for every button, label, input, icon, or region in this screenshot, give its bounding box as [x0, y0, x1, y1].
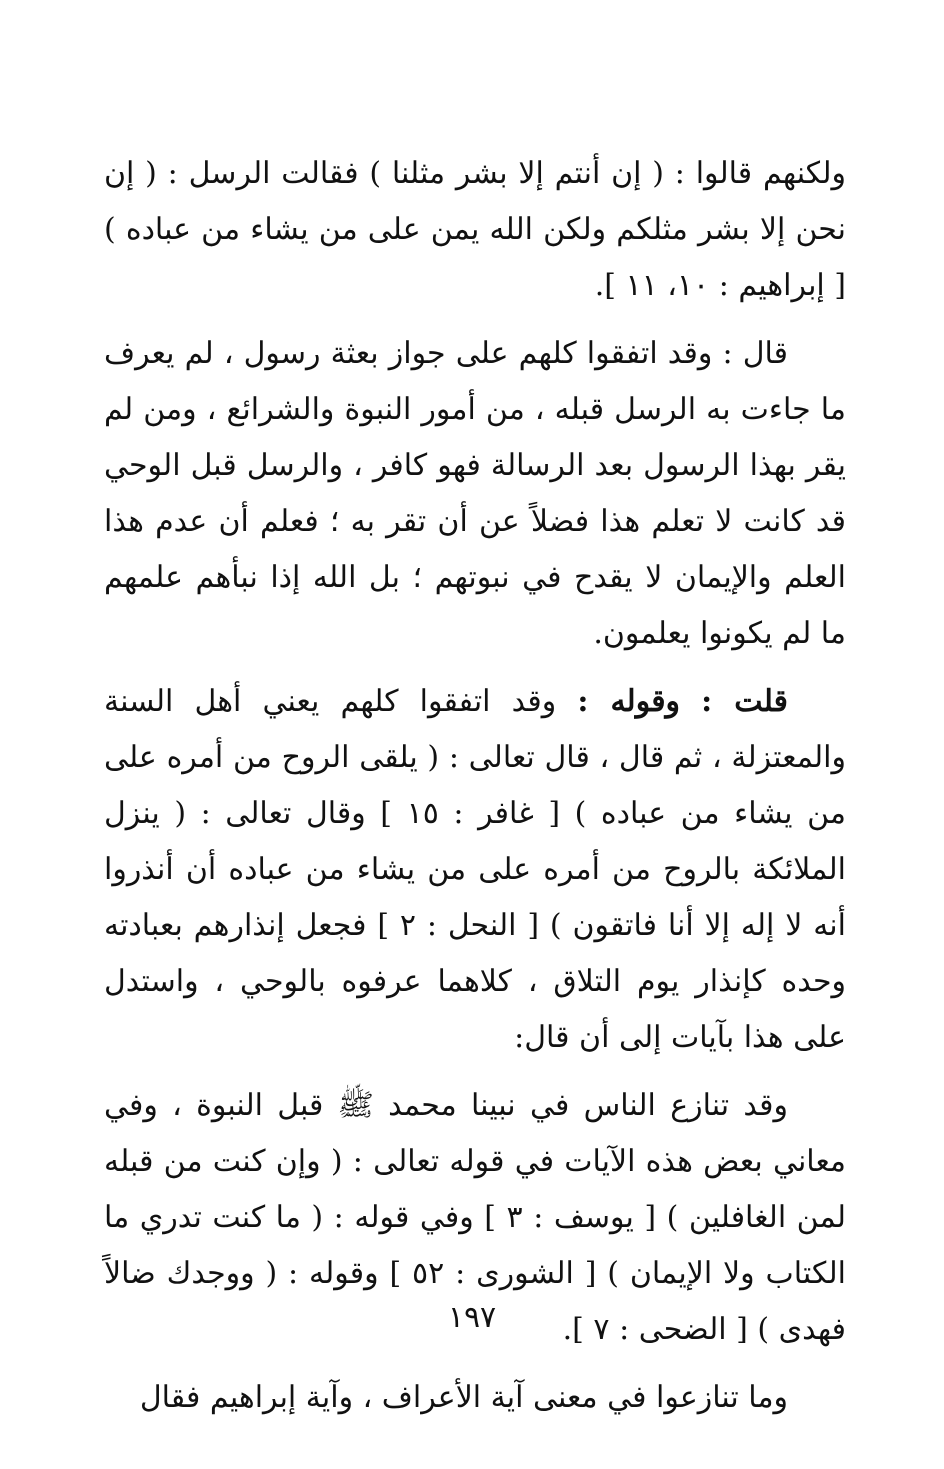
paragraph-5 — [104, 1370, 846, 1426]
paragraph-3-label-qawluhu: وقوله : — [577, 684, 681, 719]
paragraph-3 — [104, 674, 846, 1066]
paragraph-3-text: وقد اتفقوا كلهم يعني أهل السنة والمعتزلة ، ثم قال ، قال تعالى : ( يلقى الروح من أمره على من يشاء من عباده ) [ غافر : ١٥ ] وقال تعالى : ( ينزل الملائكة بالروح من أمره على من يشاء من عباده أن أنذروا أنه لا إله إلا أنا فاتقون ) [ النحل : ٢ ] فجعل إنذارهم بعبادته وحده كإنذار يوم التلاق ، كلاهما عرفوه بالوحي ، واستدل على هذا بآيات إلى أن قال: — [104, 684, 847, 1055]
paragraph-4-text: وقد تنازع الناس في نبينا محمد ﷺ قبل النبوة ، وفي معاني بعض هذه الآيات في قوله تعالى : ( وإن كنت من قبله لمن الغافلين ) [ يوسف : ٣ ] وفي قوله : ( ما كنت تدري ما الكتاب ولا الإيمان ) [ الشورى : ٥٢ ] وقوله : ( ووجدك ضالاً فهدى ) [ الضحى : ٧ ]. — [104, 1088, 847, 1347]
page-body — [104, 146, 846, 1438]
paragraph-5-text: وما تنازعوا في معنى آية الأعراف ، وآية إبراهيم فقال — [139, 1380, 788, 1415]
paragraph-2 — [104, 326, 846, 662]
page-number: ١٩٧ — [447, 1300, 497, 1335]
paragraph-1-text: ولكنهم قالوا : ( إن أنتم إلا بشر مثلنا ) فقالت الرسل : ( إن نحن إلا بشر مثلكم ولكن الله يمن على من يشاء من عباده ) [ إبراهيم : ١٠، ١١ ]. — [104, 156, 846, 303]
paragraph-1 — [104, 146, 846, 314]
paragraph-2-text: قال : وقد اتفقوا كلهم على جواز بعثة رسول ، لم يعرف ما جاءت به الرسل قبله ، من أمور النبوة والشرائع ، ومن لم يقر بهذا الرسول بعد الرسالة فهو كافر ، والرسل قبل الوحي قد كانت لا تعلم هذا فضلاً عن أن تقر به ؛ فعلم أن عدم هذا العلم والإيمان لا يقدح في نبوتهم ؛ بل الله إذا نبأهم علمهم ما لم يكونوا يعلمون. — [104, 336, 846, 651]
paragraph-3-label-qultu: قلت : — [701, 684, 789, 719]
